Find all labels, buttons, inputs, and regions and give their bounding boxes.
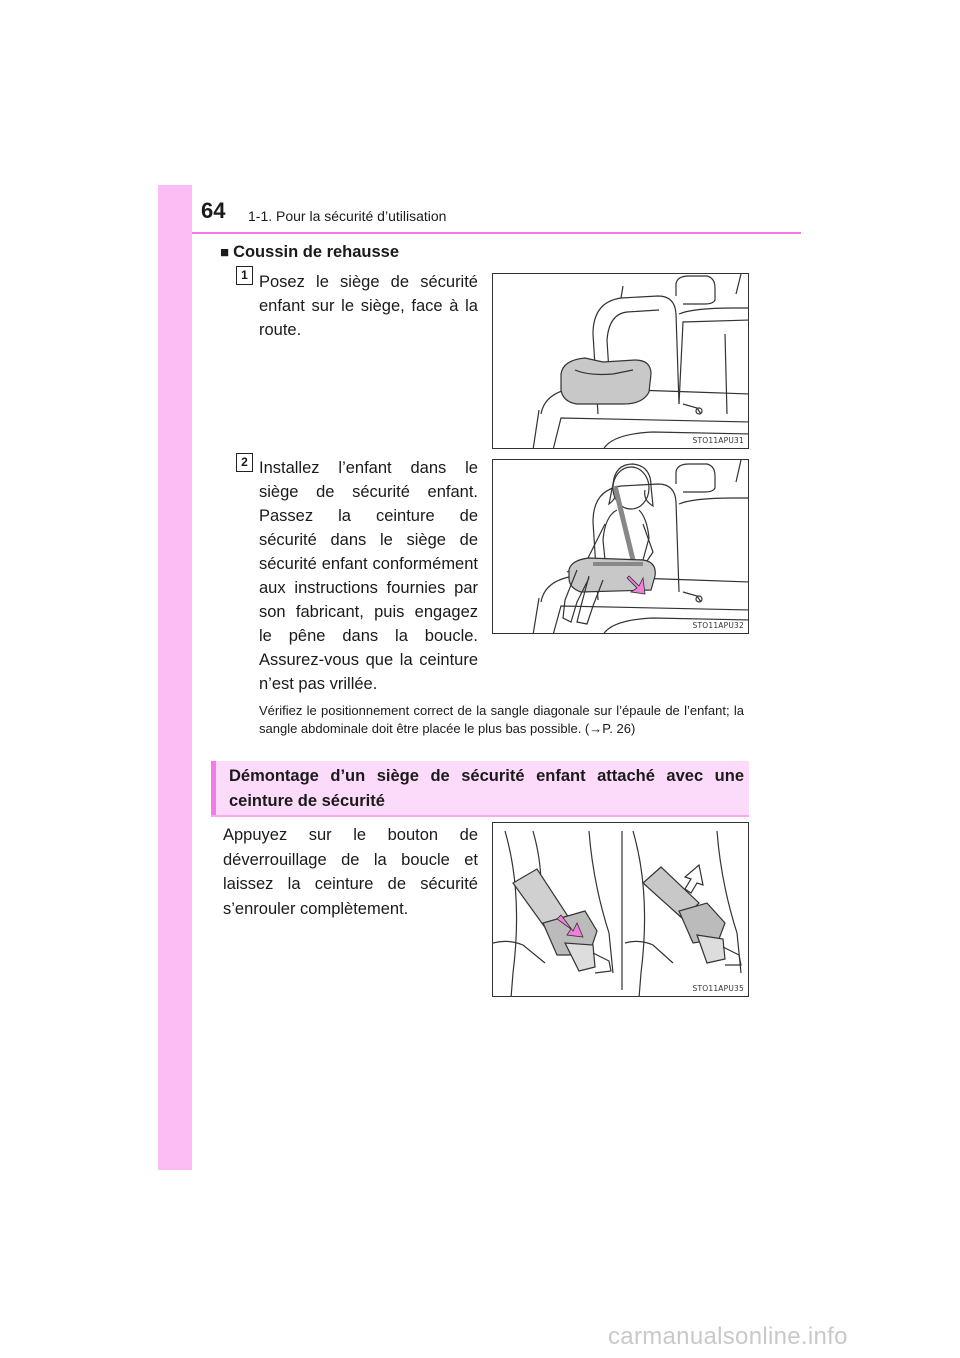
side-tab-band: [158, 185, 192, 1170]
section-title: 1-1. Pour la sécurité d’utilisation: [248, 208, 447, 224]
figure-booster-on-seat: [492, 273, 749, 449]
positioning-note: Vérifiez le positionnement correct de la sangle diagonale sur l’épaule de l’enfant; la sangle abdominale doit être placée le plus bas possible. (→P. 26): [259, 703, 744, 736]
booster-heading: [220, 243, 399, 262]
removal-section-title: Démontage d’un siège de sécurité enfant attaché avec une ceinture de sécurité: [229, 767, 744, 810]
figure-child-in-booster: [492, 459, 749, 634]
square-bullet-icon: ■: [220, 244, 230, 261]
step-text-2: Installez l’enfant dans le siège de sécurité enfant. Passez la ceinture de sécurité dans le siège de sécurité enfant conformément aux instructions fournies par son fabricant, puis engagez le pêne dans la boucle. Assurez-vous que la ceinture n’est pas vrillée.: [259, 459, 478, 693]
child-booster-illustration: [493, 460, 749, 634]
watermark-logo: carmanualsonline.info: [608, 1323, 848, 1350]
removal-section-rule: [211, 815, 749, 817]
booster-heading-text: Coussin de rehausse: [233, 243, 400, 261]
step-number-1: 1: [236, 266, 253, 285]
step-number-2: 2: [236, 453, 253, 472]
page-number: 64: [201, 198, 226, 223]
booster-seat-illustration: [493, 274, 749, 449]
figure-buckle-release: [492, 822, 749, 997]
header-rule: [192, 232, 801, 234]
figure-code-1: STO11APU31: [692, 436, 744, 445]
buckle-release-illustration: [493, 823, 749, 997]
step-text-1: Posez le siège de sécurité enfant sur le siège, face à la route.: [259, 273, 478, 339]
removal-text: Appuyez sur le bouton de déverrouillage de la boucle et laissez la ceinture de sécurité s’enrouler complètement.: [223, 826, 478, 918]
removal-section-box: [211, 761, 749, 815]
figure-code-2: STO11APU32: [692, 621, 744, 630]
figure-code-3: STO11APU35: [692, 984, 744, 993]
